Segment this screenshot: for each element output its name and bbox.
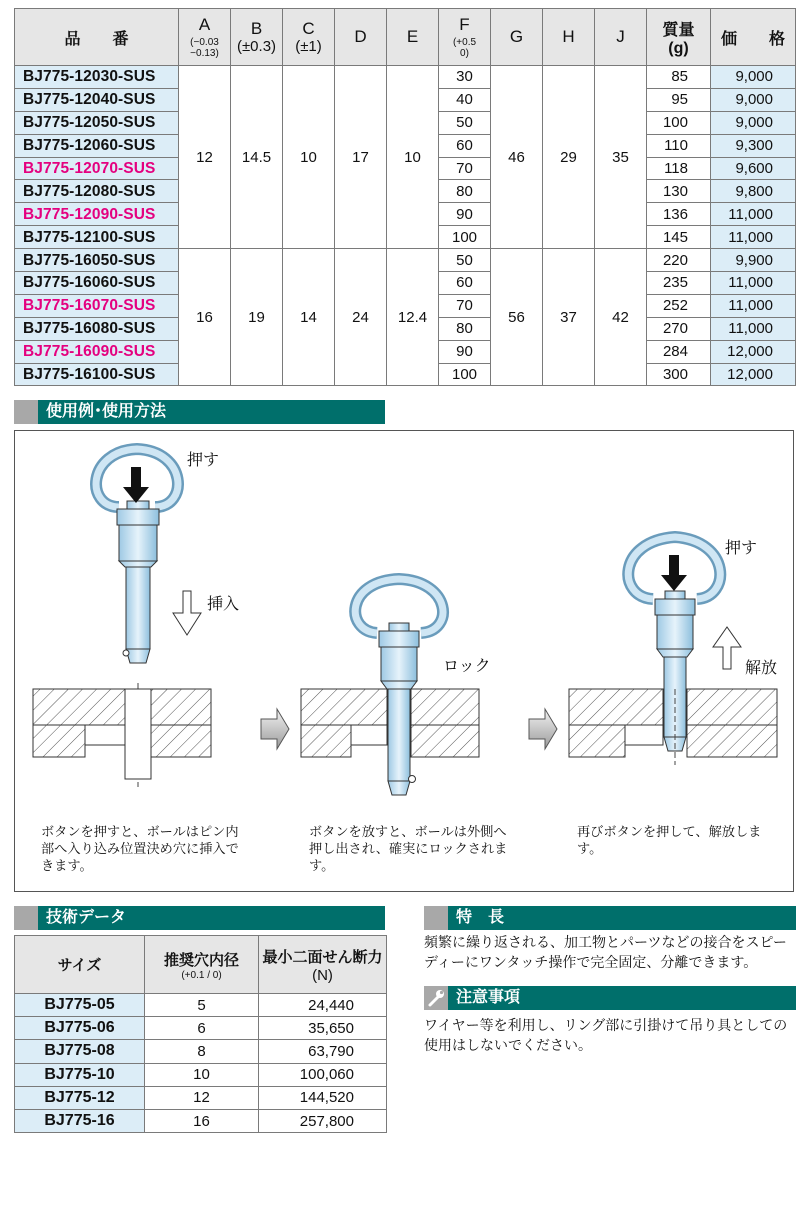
price-value: 9,900	[711, 249, 796, 272]
lock-ball	[123, 650, 129, 656]
dim-f: 90	[439, 203, 491, 226]
price-value: 11,000	[711, 226, 796, 249]
spec-table	[14, 8, 796, 386]
dim-f: 60	[439, 134, 491, 157]
part-number: BJ775-12060-SUS	[15, 134, 179, 157]
size-value: BJ775-16	[15, 1109, 145, 1132]
caution-title: 注意事項	[456, 989, 521, 1006]
tech-title: 技術データ	[46, 909, 127, 926]
plate-upper-left	[301, 689, 387, 725]
bore-1	[125, 689, 151, 779]
caution-text: ワイヤー等を利用し、リング部に引掛けて吊り具としての使用はしないでください。	[424, 1017, 788, 1053]
dim-b: 14.5	[231, 66, 283, 249]
usage-title: 使用例･使用方法	[46, 403, 167, 420]
part-number: BJ775-12030-SUS	[15, 66, 179, 89]
tech-header-force	[259, 936, 387, 994]
step-arrow-1-icon	[261, 709, 289, 749]
plate-upper-right	[687, 689, 777, 725]
header-b-label: B	[250, 18, 263, 38]
pin-body	[119, 525, 157, 561]
part-lower-left	[569, 725, 625, 757]
part-lower-left	[301, 725, 351, 757]
dim-g: 56	[491, 249, 543, 386]
part-lower-right	[151, 725, 211, 757]
header-a-label: A	[198, 14, 211, 34]
pin-body	[381, 647, 417, 681]
caption-step-3: 再びボタンを押して、解放します。	[577, 824, 762, 856]
hole-value: 5	[145, 994, 259, 1017]
hole-value: 6	[145, 1017, 259, 1040]
dim-f: 50	[439, 249, 491, 272]
part-number: BJ775-12070-SUS	[15, 157, 179, 180]
mass-value: 145	[647, 226, 711, 249]
header-e	[387, 9, 439, 66]
push-arrow-icon	[661, 575, 687, 591]
usage-title-band	[14, 400, 385, 424]
pin-head	[379, 631, 419, 647]
header-f-tol: (+0.5 0)	[452, 36, 477, 59]
dim-f: 30	[439, 66, 491, 89]
part-number: BJ775-12080-SUS	[15, 180, 179, 203]
header-g-label: G	[509, 27, 524, 46]
caption-step-2: ボタンを放すと、ボールは外側へ押し出され、確実にロックされます。	[309, 824, 508, 873]
price-value: 12,000	[711, 363, 796, 386]
dim-e: 12.4	[387, 249, 439, 386]
header-j-label: J	[616, 27, 625, 46]
dim-h: 29	[543, 66, 595, 249]
mass-value: 284	[647, 340, 711, 363]
diagram-insert	[33, 449, 211, 787]
diagram-release	[569, 537, 777, 765]
hole-left	[351, 725, 387, 745]
part-number: BJ775-16080-SUS	[15, 317, 179, 340]
tech-header-size: サイズ	[15, 936, 145, 994]
mass-value: 100	[647, 111, 711, 134]
dim-f: 40	[439, 88, 491, 111]
dim-d: 17	[335, 66, 387, 249]
mass-value: 136	[647, 203, 711, 226]
pin-tip	[126, 649, 150, 663]
price-value: 9,300	[711, 134, 796, 157]
dim-b: 19	[231, 249, 283, 386]
price-value: 9,000	[711, 66, 796, 89]
lock-ball	[409, 776, 416, 783]
force-value: 144,520	[259, 1086, 387, 1109]
hole-value: 16	[145, 1109, 259, 1132]
header-price: 価 格	[711, 9, 796, 66]
header-d-label: D	[354, 27, 367, 46]
label-push-2: 押す	[725, 540, 758, 557]
header-c	[283, 9, 335, 66]
dim-a: 12	[179, 66, 231, 249]
usage-illustration	[15, 431, 793, 891]
plate-upper-right	[151, 689, 211, 725]
header-h	[543, 9, 595, 66]
header-j	[595, 9, 647, 66]
tech-header-force-unit: (N)	[312, 966, 333, 984]
section-marker	[424, 906, 448, 930]
step-arrow-2-icon	[529, 709, 557, 749]
dim-c: 10	[283, 66, 335, 249]
dim-c: 14	[283, 249, 335, 386]
hole-value: 8	[145, 1040, 259, 1063]
features-title: 特 長	[456, 909, 505, 926]
label-push-1: 押す	[187, 452, 220, 469]
push-arrow-shaft	[131, 467, 141, 489]
label-lock: ロック	[443, 658, 491, 675]
dim-f: 100	[439, 226, 491, 249]
part-number: BJ775-12050-SUS	[15, 111, 179, 134]
header-f-label: F	[459, 14, 470, 34]
pin-head	[117, 509, 159, 525]
header-mass-label: 質量	[662, 21, 695, 39]
caption-step-1: ボタンを押すと、ボールはピン内部へ入り込み位置決め穴に挿入できます。	[41, 824, 239, 873]
dim-j: 42	[595, 249, 647, 386]
part-number: BJ775-16050-SUS	[15, 249, 179, 272]
mass-value: 130	[647, 180, 711, 203]
dim-a: 16	[179, 249, 231, 386]
plate-upper-left	[569, 689, 663, 725]
pin-tip	[388, 781, 410, 795]
size-value: BJ775-06	[15, 1017, 145, 1040]
header-mass-unit: (g)	[668, 39, 689, 57]
tech-row	[15, 1109, 387, 1132]
price-value: 9,000	[711, 111, 796, 134]
features-text: 頻繁に繰り返される、加工物とパーツなどの接合をスピーディーにワンタッチ操作で完全固定、分離できます。	[424, 934, 787, 970]
part-number: BJ775-16070-SUS	[15, 294, 179, 317]
insert-arrow-icon	[173, 591, 201, 635]
dim-d: 24	[335, 249, 387, 386]
size-value: BJ775-05	[15, 994, 145, 1017]
part-number: BJ775-12040-SUS	[15, 88, 179, 111]
mass-value: 85	[647, 66, 711, 89]
price-value: 12,000	[711, 340, 796, 363]
spec-row	[15, 66, 796, 89]
header-c-tol: (±1)	[295, 37, 322, 55]
size-value: BJ775-10	[15, 1063, 145, 1086]
force-value: 257,800	[259, 1109, 387, 1132]
wrench-icon	[424, 986, 448, 1010]
usage-diagram	[14, 430, 794, 892]
dim-f: 60	[439, 272, 491, 295]
spec-body	[15, 66, 796, 386]
header-mass	[647, 9, 711, 66]
pin-taper	[657, 649, 693, 657]
mass-value: 270	[647, 317, 711, 340]
dim-f: 80	[439, 180, 491, 203]
mass-value: 110	[647, 134, 711, 157]
tech-header-force-label: 最小二面せん断力	[262, 948, 383, 966]
section-marker	[14, 906, 38, 930]
price-value: 9,600	[711, 157, 796, 180]
dim-g: 46	[491, 66, 543, 249]
hole-value: 12	[145, 1086, 259, 1109]
header-c-label: C	[302, 18, 315, 38]
header-h-label: H	[562, 27, 575, 46]
header-e-label: E	[406, 27, 419, 46]
hole-left	[625, 725, 663, 745]
tech-row	[15, 1040, 387, 1063]
part-number: BJ775-16060-SUS	[15, 272, 179, 295]
dim-e: 10	[387, 66, 439, 249]
hole-left	[85, 725, 125, 745]
diagram-lock	[301, 579, 479, 795]
label-insert: 挿入	[207, 596, 240, 613]
pin-head	[655, 599, 695, 615]
part-number: BJ775-16100-SUS	[15, 363, 179, 386]
force-value: 35,650	[259, 1017, 387, 1040]
header-b-tol: (±0.3)	[236, 37, 277, 55]
header-b	[231, 9, 283, 66]
tech-header-row	[15, 936, 387, 994]
price-value: 11,000	[711, 317, 796, 340]
size-value: BJ775-08	[15, 1040, 145, 1063]
mass-value: 220	[647, 249, 711, 272]
mass-value: 300	[647, 363, 711, 386]
dim-f: 80	[439, 317, 491, 340]
pin-shaft	[126, 567, 150, 649]
header-g	[491, 9, 543, 66]
pin-taper	[119, 561, 157, 567]
size-value: BJ775-12	[15, 1086, 145, 1109]
tech-row	[15, 1063, 387, 1086]
plate-upper-left	[33, 689, 125, 725]
force-value: 24,440	[259, 994, 387, 1017]
spec-row	[15, 249, 796, 272]
dim-j: 35	[595, 66, 647, 249]
part-number: BJ775-16090-SUS	[15, 340, 179, 363]
tech-row	[15, 1017, 387, 1040]
pin-body	[657, 615, 693, 649]
price-value: 11,000	[711, 272, 796, 295]
tech-header-hole	[145, 936, 259, 994]
part-lower-left	[33, 725, 85, 757]
tech-header-hole-tol: (+0.1 / 0)	[181, 969, 222, 981]
dim-f: 100	[439, 363, 491, 386]
part-lower-right	[411, 725, 479, 757]
pin-taper	[381, 681, 417, 689]
dim-f: 90	[439, 340, 491, 363]
tech-row	[15, 994, 387, 1017]
dim-h: 37	[543, 249, 595, 386]
spec-header-row	[15, 9, 796, 66]
section-marker	[14, 400, 38, 424]
header-a	[179, 9, 231, 66]
part-number: BJ775-12100-SUS	[15, 226, 179, 249]
force-value: 100,060	[259, 1063, 387, 1086]
part-number: BJ775-12090-SUS	[15, 203, 179, 226]
plate-upper-right	[411, 689, 479, 725]
tech-row	[15, 1086, 387, 1109]
header-a-tol: (−0.03 −0.13)	[190, 36, 219, 59]
tech-body	[15, 994, 387, 1133]
hole-value: 10	[145, 1063, 259, 1086]
mass-value: 95	[647, 88, 711, 111]
mass-value: 252	[647, 294, 711, 317]
force-value: 63,790	[259, 1040, 387, 1063]
release-arrow-icon	[713, 627, 741, 669]
price-value: 9,800	[711, 180, 796, 203]
header-f	[439, 9, 491, 66]
dim-f: 50	[439, 111, 491, 134]
label-release: 解放	[745, 660, 778, 677]
mass-value: 118	[647, 157, 711, 180]
features-title-band	[424, 906, 796, 930]
header-d	[335, 9, 387, 66]
dim-f: 70	[439, 294, 491, 317]
part-lower-right	[687, 725, 777, 757]
price-value: 11,000	[711, 203, 796, 226]
push-arrow-shaft	[669, 555, 679, 577]
dim-f: 70	[439, 157, 491, 180]
caution-title-band	[424, 986, 796, 1010]
pin-shaft	[388, 689, 410, 781]
tech-table	[14, 935, 387, 1133]
price-value: 9,000	[711, 88, 796, 111]
tech-title-band	[14, 906, 385, 930]
tech-header-hole-label: 推奨穴内径	[163, 951, 239, 969]
header-part: 品 番	[15, 9, 179, 66]
mass-value: 235	[647, 272, 711, 295]
price-value: 11,000	[711, 294, 796, 317]
